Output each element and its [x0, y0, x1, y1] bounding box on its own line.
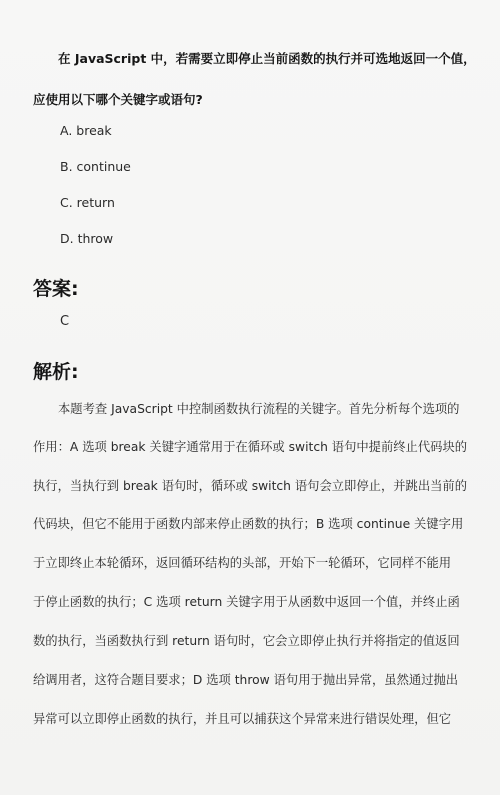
question-line-2: 应使用以下哪个关键字或语句? — [33, 92, 203, 107]
explanation-line: 于停止函数的执行；C 选项 return 关键字用于从函数中返回一个值，并终止函 — [33, 595, 460, 609]
explanation-line: 作用：A 选项 break 关键字通常用于在循环或 switch 语句中提前终止代码块的 — [33, 440, 468, 454]
option-d: D. throw — [60, 231, 114, 246]
explanation-line: 本题考查 JavaScript 中控制函数执行流程的关键字。首先分析每个选项的 — [58, 402, 460, 416]
explanation-line: 执行，当执行到 break 语句时，循环或 switch 语句会立即停止，并跳出当前的 — [33, 479, 468, 493]
explanation-heading: 解析: — [33, 361, 79, 383]
explanation-line: 数的执行，当函数执行到 return 语句时，它会立即停止执行并将指定的值返回 — [33, 634, 460, 648]
explanation-line: 给调用者，这符合题目要求；D 选项 throw 语句用于抛出异常，虽然通过抛出 — [33, 673, 459, 687]
option-a: A. break — [60, 123, 112, 138]
answer-heading: 答案: — [33, 278, 79, 300]
option-c: C. return — [60, 195, 115, 210]
explanation-line: 异常可以立即停止函数的执行，并且可以捕获这个异常来进行错误处理，但它 — [33, 712, 452, 726]
option-b: B. continue — [60, 159, 131, 174]
explanation-line: 代码块，但它不能用于函数内部来停止函数的执行；B 选项 continue 关键字用 — [33, 517, 464, 531]
explanation-line: 于立即终止本轮循环，返回循环结构的头部，开始下一轮循环，它同样不能用 — [33, 556, 452, 570]
answer-value: C — [60, 314, 70, 329]
question-line-1: 在 JavaScript 中，若需要立即停止当前函数的执行并可选地返回一个值， — [58, 51, 476, 66]
